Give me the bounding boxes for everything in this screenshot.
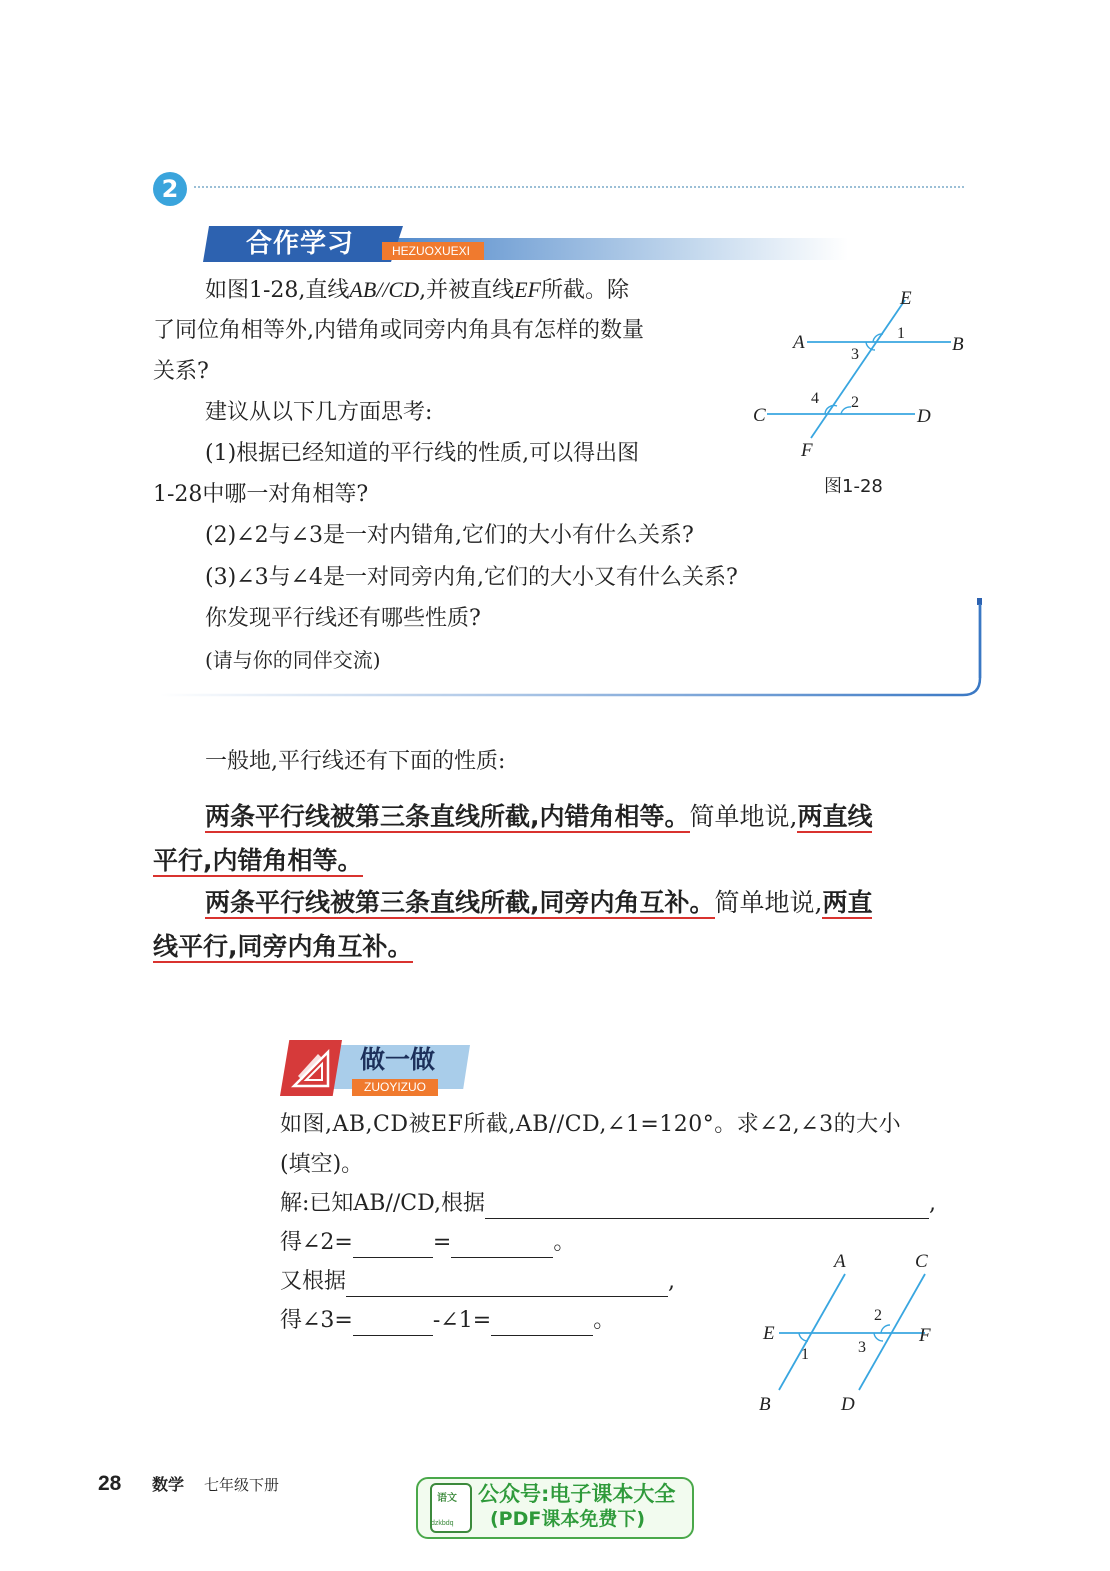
answer-blank-4[interactable]	[346, 1272, 668, 1297]
line-ef: EF	[514, 277, 541, 302]
rule-2-plain: 简单地说,	[714, 888, 823, 917]
rule-1-short-end: 平行,内错角相等。	[153, 846, 363, 875]
props-intro: 一般地,平行线还有下面的性质:	[205, 749, 506, 774]
rule-1-short: 两直线	[797, 802, 873, 831]
coop-text: ,并被直线	[419, 278, 515, 303]
fig2-angle-2: 2	[874, 1307, 882, 1324]
question-1b: 1-28中哪一对角相等?	[153, 482, 369, 507]
coop-line-2: 了同位角相等外,内错角或同旁内角具有怎样的数量	[153, 318, 644, 343]
fig128-label-c: C	[753, 405, 766, 426]
watermark-icon-sub: dzkbdq	[431, 1520, 454, 1527]
fig2-angle-arc	[881, 1325, 890, 1333]
line-cd: CD	[388, 277, 420, 302]
fig128-label-b: B	[952, 334, 964, 355]
doit-text: ,	[928, 1191, 936, 1216]
doit-line-3	[280, 1189, 936, 1219]
page-number: 28	[98, 1472, 122, 1495]
coop-tag: HEZUOXUEXI	[382, 242, 484, 260]
rule-1-line-1	[205, 796, 872, 838]
fig2-label-e: E	[763, 1323, 775, 1344]
fig2-angle-3: 3	[858, 1339, 866, 1356]
coop-line-3: 关系?	[153, 359, 209, 384]
fig2-label-a: A	[834, 1251, 846, 1272]
fig128-angle-3: 3	[851, 346, 859, 363]
fig128-angle-2: 2	[851, 394, 859, 411]
fig128-angle-4: 4	[811, 390, 819, 407]
rule-1-line-2	[153, 840, 363, 882]
doit-line-6	[280, 1306, 615, 1336]
doit-line-2: (填空)。	[280, 1152, 364, 1177]
coop-text: 如图1-28,直线	[205, 278, 350, 303]
question-5: (请与你的同伴交流)	[205, 648, 381, 672]
rule-2-short-end: 线平行,同旁内角互补。	[153, 932, 413, 961]
rule-1-plain: 简单地说,	[689, 802, 798, 831]
doit-line-1: 如图,AB,CD被EF所截,AB//CD,∠1=120°。求∠2,∠3的大小	[280, 1112, 902, 1137]
coop-line-4: 建议从以下几方面思考:	[205, 400, 433, 425]
answer-blank-1[interactable]	[485, 1194, 929, 1219]
parallel-sign: //	[376, 277, 389, 302]
section-divider	[194, 186, 964, 188]
question-4: 你发现平行线还有哪些性质?	[205, 606, 481, 631]
fig2-label-f: F	[919, 1325, 931, 1346]
rule-2-line-2	[153, 926, 413, 968]
fig128-caption: 图1-28	[824, 476, 883, 497]
fig128-angle-1: 1	[897, 325, 905, 342]
fig128-angle-arc	[841, 407, 851, 414]
watermark-icon-text: 语文	[437, 1493, 457, 1504]
footer-subject: 数学	[152, 1475, 185, 1494]
doit-tag: ZUOYIZUO	[352, 1079, 438, 1096]
doit-text: ,	[668, 1269, 676, 1294]
coop-text: 所截。除	[541, 278, 630, 303]
fig128-label-a: A	[793, 332, 805, 353]
fig2-label-c: C	[915, 1251, 928, 1272]
watermark-line-2: (PDF课本免费下)	[490, 1508, 646, 1530]
fig128-line-ef	[811, 300, 905, 438]
question-1a: (1)根据已经知道的平行线的性质,可以得出图	[205, 441, 640, 466]
fig128-label-d: D	[917, 406, 931, 427]
watermark-line-1: 公众号:电子课本大全	[478, 1482, 676, 1506]
ruler-pencil-icon	[288, 1046, 334, 1090]
fig2-line-cd	[859, 1274, 925, 1390]
footer-grade: 七年级下册	[204, 1476, 280, 1494]
rule-1-bold: 两条平行线被第三条直线所截,内错角相等。	[205, 802, 690, 831]
doit-text: -∠1=	[432, 1308, 492, 1333]
rule-2-line-1	[205, 882, 872, 924]
rule-2-bold: 两条平行线被第三条直线所截,同旁内角互补。	[205, 888, 715, 917]
question-3: (3)∠3与∠4是一对同旁内角,它们的大小又有什么关系?	[205, 565, 738, 590]
doit-text: 。	[593, 1308, 616, 1333]
doit-text: 得∠2=	[280, 1230, 353, 1255]
line-ab: AB	[349, 277, 377, 302]
figure-1-28	[745, 280, 985, 505]
doit-text: 又根据	[280, 1269, 347, 1294]
answer-blank-3[interactable]	[451, 1233, 553, 1258]
fig2-label-b: B	[759, 1394, 771, 1415]
coop-line-1	[205, 275, 629, 306]
doit-title: 做一做	[360, 1045, 436, 1074]
fig128-label-f: F	[801, 440, 813, 461]
coop-bracket	[160, 598, 982, 698]
doit-text: 得∠3=	[280, 1308, 353, 1333]
fig2-angle-arc	[874, 1333, 883, 1341]
doit-text: 解:已知AB//CD,根据	[280, 1191, 485, 1216]
section-number: 2	[153, 172, 187, 206]
doit-line-4	[280, 1228, 575, 1258]
rule-2-short: 两直	[822, 888, 873, 917]
answer-blank-5[interactable]	[353, 1311, 433, 1336]
doit-text: 。	[553, 1230, 576, 1255]
fig2-line-ab	[779, 1274, 845, 1390]
answer-blank-6[interactable]	[491, 1311, 593, 1336]
fig2-angle-1: 1	[801, 1346, 809, 1363]
answer-blank-2[interactable]	[353, 1233, 433, 1258]
coop-title: 合作学习	[246, 229, 355, 259]
doit-line-5	[280, 1267, 675, 1297]
figure-parallel-transversal	[745, 1240, 965, 1420]
fig2-label-d: D	[841, 1394, 855, 1415]
fig128-label-e: E	[900, 288, 912, 309]
doit-text: =	[432, 1230, 452, 1255]
question-2: (2)∠2与∠3是一对内错角,它们的大小有什么关系?	[205, 523, 694, 548]
